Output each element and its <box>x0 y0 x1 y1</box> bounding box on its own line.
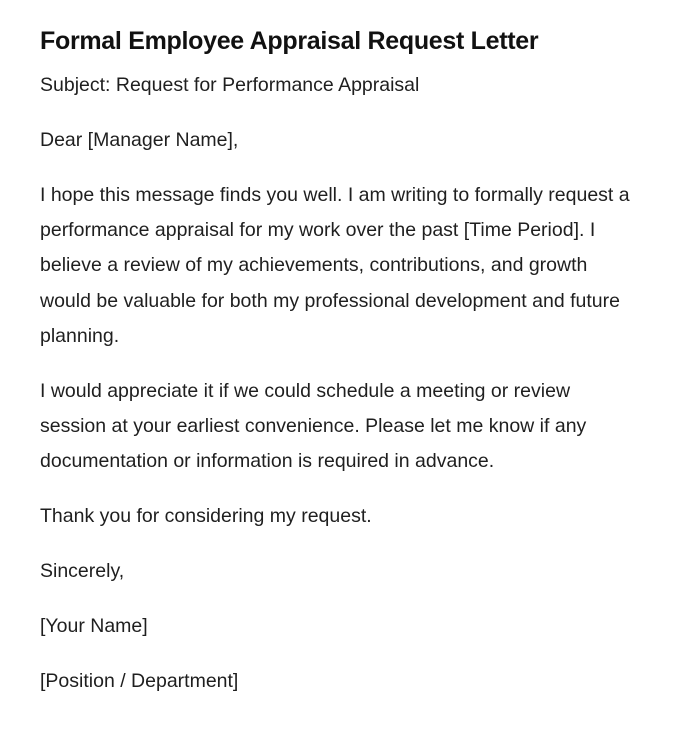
letter-closing: Sincerely, <box>40 560 125 583</box>
document-title: Formal Employee Appraisal Request Letter <box>40 27 539 55</box>
letter-subject: Subject: Request for Performance Appraisal <box>40 74 420 96</box>
letter-body-paragraph: I would appreciate it if we could schedule a meeting or review session at your earliest convenience. Please let me know if any documentation or information is required in advance. <box>40 379 587 473</box>
letter-salutation: Dear [Manager Name], <box>40 129 239 151</box>
letter-body-paragraph: Thank you for considering my request. <box>40 505 372 528</box>
letter-signature-position: [Position / Department] <box>40 670 239 693</box>
letter-signature-name: [Your Name] <box>40 615 148 638</box>
letter-body-paragraph: I hope this message finds you well. I am writing to formally request a performance appraisal for my work over the past [Time Period]. I believe a review of my achievements, contributions, and growth would be valuable for both my professional development and future planning. <box>40 184 630 347</box>
letter-document <box>40 22 640 719</box>
